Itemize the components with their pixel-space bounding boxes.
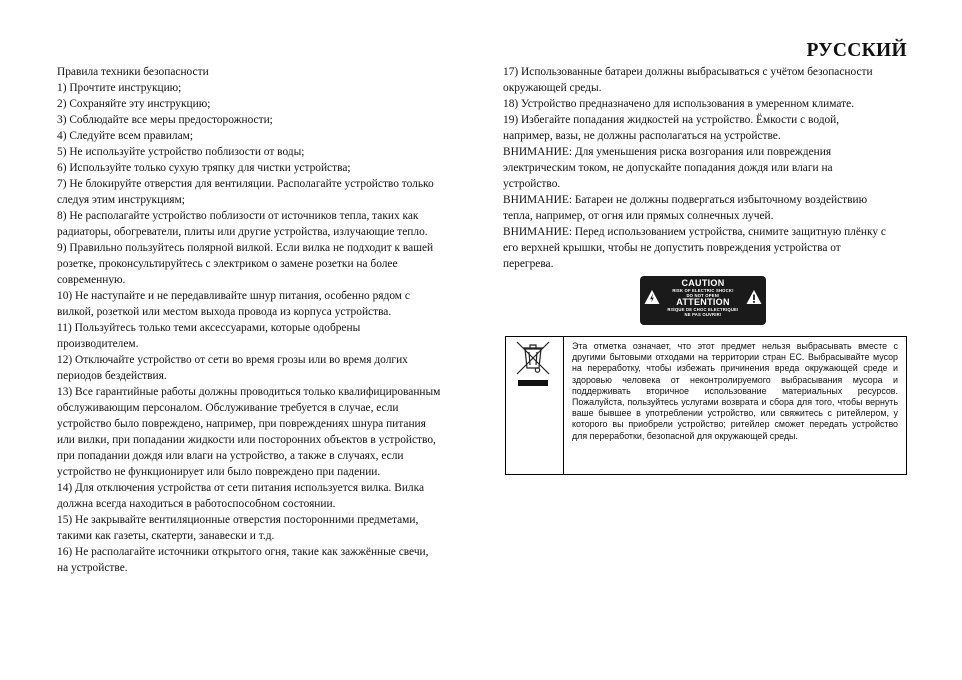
instruction-line: должна всегда находиться в работоспособном состоянии. — [57, 498, 336, 510]
warning-line: электрическим током, не допускайте попадания дождя или влаги на — [503, 162, 833, 174]
instruction-line: 1) Прочтите инструкцию; — [57, 82, 182, 94]
instruction-line: 6) Используйте только сухую тряпку для чистки устройства; — [57, 162, 351, 174]
instruction-line: 2) Сохраняйте эту инструкцию; — [57, 98, 211, 110]
instruction-line: 7) Не блокируйте отверстия для вентиляции. Располагайте устройство только — [57, 178, 434, 190]
warning-line: ВНИМАНИЕ: Для уменьшения риска возгорания или повреждения — [503, 146, 832, 158]
warning-line: перегрева. — [503, 258, 554, 270]
instruction-line: современную. — [57, 274, 126, 286]
caution-title: CAUTION — [681, 278, 725, 288]
attention-line: RISQUE DE CHOC ELECTRIQUE! — [667, 307, 739, 312]
language-heading: РУССКИЙ — [806, 40, 907, 61]
exclamation-warning-icon — [746, 289, 762, 305]
safety-instructions-left-column — [57, 64, 477, 576]
instruction-line: радиаторы, обогреватели, плиты или другие устройства, излучающие тепло. — [57, 226, 428, 238]
instruction-line: 15) Не закрывайте вентиляционные отверстия посторонними предметами, — [57, 514, 419, 526]
instruction-line: 13) Все гарантийные работы должны проводиться только квалифицированным — [57, 386, 441, 398]
warning-line: тепла, например, от огня или прямых солнечных лучей. — [503, 210, 774, 222]
instruction-line: или вилки, при попадании жидкости или посторонних объектов в устройство, — [57, 434, 436, 446]
attention-line: NE PAS OUVRIR! — [684, 312, 722, 317]
weee-notice-text: Эта отметка означает, что этот предмет нельзя выбрасывать вместе с другими бытовыми отходами на территории стран ЕС. Выбрасывайте мусор на переработку, чтобы избежать причинения вреда окружающей среде и здоровью человека от неконтролируемого выбрасывания мусора и поддерживать вторичное использование материальных ресурсов. Пожалуйста, пользуйтесь услугами возврата и сбора для того, чтобы вернуть ваше бывшее в употреблении устройство, или свяжитесь с ритейлером, у которого вы приобрели устройство; ритейлер сможет передать устройство для переработки, безопасной для окружающей среды. — [572, 341, 898, 441]
weee-icon-cell — [506, 337, 564, 474]
instruction-line: такими как газеты, скатерти, занавески и т.д. — [57, 530, 275, 542]
warning-line: его верхней крышки, чтобы не допустить повреждения устройства от — [503, 242, 841, 254]
instruction-line: производителем. — [57, 338, 139, 350]
instruction-line: 4) Следуйте всем правилам; — [57, 130, 194, 142]
instruction-line: 5) Не используйте устройство поблизости от воды; — [57, 146, 305, 158]
instruction-line: 9) Правильно пользуйтесь полярной вилкой. Если вилка не подходит к вашей — [57, 242, 434, 254]
instruction-line: 10) Не наступайте и не передавливайте шнур питания, особенно рядом с — [57, 290, 410, 302]
instruction-line: периодов бездействия. — [57, 370, 167, 382]
instruction-line: обслуживающим персоналом. Обслуживание требуется в случае, если — [57, 402, 399, 414]
instruction-line: следуя этим инструкциям; — [57, 194, 185, 206]
caution-line: DO NOT OPEN! — [686, 293, 720, 298]
instruction-line: устройство было повреждено, например, при повреждениях шнура питания — [57, 418, 426, 430]
instruction-line: 18) Устройство предназначено для использования в умеренном климате. — [503, 98, 855, 110]
instruction-line: вилкой, розеткой или местом выхода провода из корпуса устройства. — [57, 306, 392, 318]
instruction-line: 17) Использованные батареи должны выбрасываться с учётом безопасности — [503, 66, 873, 78]
instruction-line: на устройстве. — [57, 562, 128, 574]
instruction-line: например, вазы, не должны располагаться на устройстве. — [503, 130, 781, 142]
instruction-line: 16) Не располагайте источники открытого огня, такие как зажжённые свечи, — [57, 546, 429, 558]
warning-line: устройство. — [503, 178, 561, 190]
weee-disposal-notice — [505, 336, 907, 475]
instruction-line: окружающей среды. — [503, 82, 602, 94]
weee-text-cell — [564, 337, 906, 474]
instruction-line: 8) Не располагайте устройство поблизости от источников тепла, таких как — [57, 210, 419, 222]
instruction-line: устройство не функционирует или было повреждено при падении. — [57, 466, 381, 478]
instruction-line: 12) Отключайте устройство от сети во время грозы или во время долгих — [57, 354, 408, 366]
instruction-line: 14) Для отключения устройства от сети питания используется вилка. Вилка — [57, 482, 425, 494]
caution-line: RISK OF ELECTRIC SHOCK! — [672, 288, 734, 293]
lightning-warning-icon — [644, 289, 660, 305]
warning-line: ВНИМАНИЕ: Перед использованием устройства, снимите защитную плёнку с — [503, 226, 886, 238]
instruction-line: 19) Избегайте попадания жидкостей на устройство. Ёмкости с водой, — [503, 114, 840, 126]
safety-instructions-right-column — [503, 64, 913, 272]
instruction-line: 3) Соблюдайте все меры предосторожности; — [57, 114, 273, 126]
crossed-out-bin-icon — [513, 340, 553, 390]
section-title: Правила техники безопасности — [57, 66, 209, 78]
caution-text-block — [660, 279, 746, 317]
instruction-line: розетке, проконсультируйтесь с электриком о замене розетки на более — [57, 258, 398, 270]
caution-label — [640, 276, 766, 325]
instruction-line: 11) Пользуйтесь только теми аксессуарами, которые одобрены — [57, 322, 361, 334]
instruction-line: при попадании дождя или влаги на устройство, а также в случаях, если — [57, 450, 404, 462]
attention-title: ATTENTION — [676, 297, 730, 307]
warning-line: ВНИМАНИЕ: Батареи не должны подвергаться избыточному воздействию — [503, 194, 868, 206]
